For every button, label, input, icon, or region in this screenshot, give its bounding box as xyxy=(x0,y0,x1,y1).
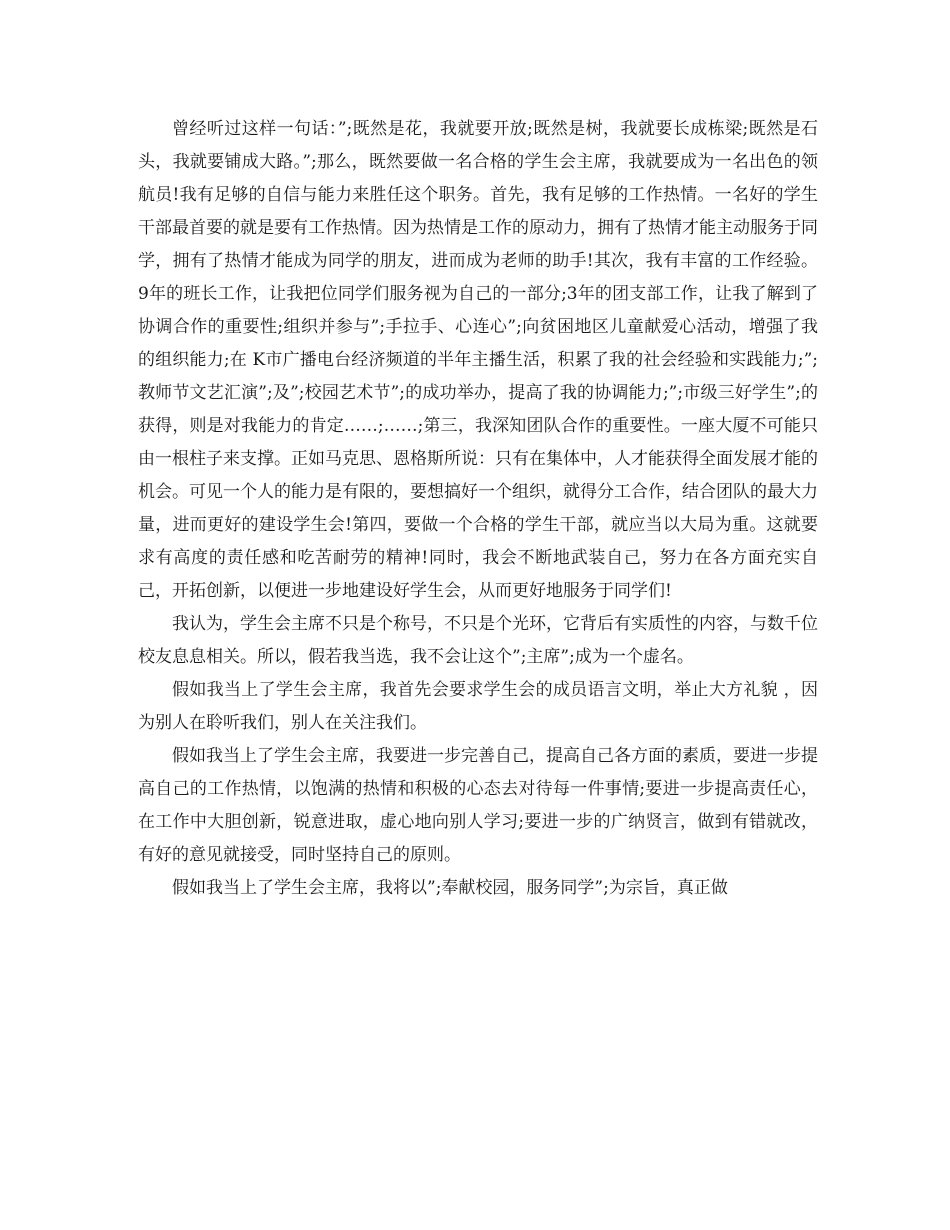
paragraph-1: 曾经听过这样一句话：”;既然是花，我就要开放;既然是树，我就要长成栋梁;既然是石头，我就要铺成大路。”;那么，既然要做一名合格的学生会主席，我就要成为一名出色的领航员!我有足够的自信与能力来胜任这个职务。首先，我有足够的工作热情。一名好的学生干部最首要的就是要有工作热情。因为热情是工作的原动力，拥有了热情才能主动服务于同学，拥有了热情才能成为同学的朋友，进而成为老师的助手!其次，我有丰富的工作经验。9年的班长工作，让我把位同学们服务视为自己的一部分;3年的团支部工作，让我了解到了协调合作的重要性;组织并参与”;手拉手、心连心”;向贫困地区儿童献爱心活动，增强了我的组织能力;在 K市广播电台经济频道的半年主播生活，积累了我的社会经验和实践能力;”;教师节文艺汇演”;及”;校园艺术节”;的成功举办，提高了我的协调能力;”;市级三好学生”;的获得，则是对我能力的肯定……;……;第三，我深知团队合作的重要性。一座大厦不可能只由一根柱子来支撑。正如马克思、恩格斯所说：只有在集体中，人才能获得全面发展才能的机会。可见一个人的能力是有限的，要想搞好一个组织，就得分工合作，结合团队的最大力量，进而更好的建设学生会!第四，要做一个合格的学生干部，就应当以大局为重。这就要求有高度的责任感和吃苦耐劳的精神!同时，我会不断地武装自己，努力在各方面充实自己，开拓创新，以便进一步地建设好学生会，从而更好地服务于同学们! xyxy=(138,119,818,601)
paragraph-4: 假如我当上了学生会主席，我要进一步完善自己，提高自己各方面的素质，要进一步提高自己的工作热情，以饱满的热情和积极的心态去对待每一件事情;要进一步提高责任心，在工作中大胆创新，锐意进取，虚心地向别人学习;要进一步的广纳贤言，做到有错就改，有好的意见就接受，同时坚持自己的原则。 xyxy=(138,746,818,865)
document-body xyxy=(138,113,818,905)
paragraph-2: 我认为，学生会主席不只是个称号，不只是个光环，它背后有实质性的内容，与数千位校友息息相关。所以，假若我当选，我不会让这个”;主席”;成为一个虚名。 xyxy=(138,614,818,667)
paragraph-5: 假如我当上了学生会主席，我将以”;奉献校园，服务同学”;为宗旨，真正做 xyxy=(172,878,728,898)
paragraph-3: 假如我当上了学生会主席，我首先会要求学生会的成员语言文明，举止大方礼貌 ，因为别人在聆听我们，别人在关注我们。 xyxy=(138,680,818,733)
